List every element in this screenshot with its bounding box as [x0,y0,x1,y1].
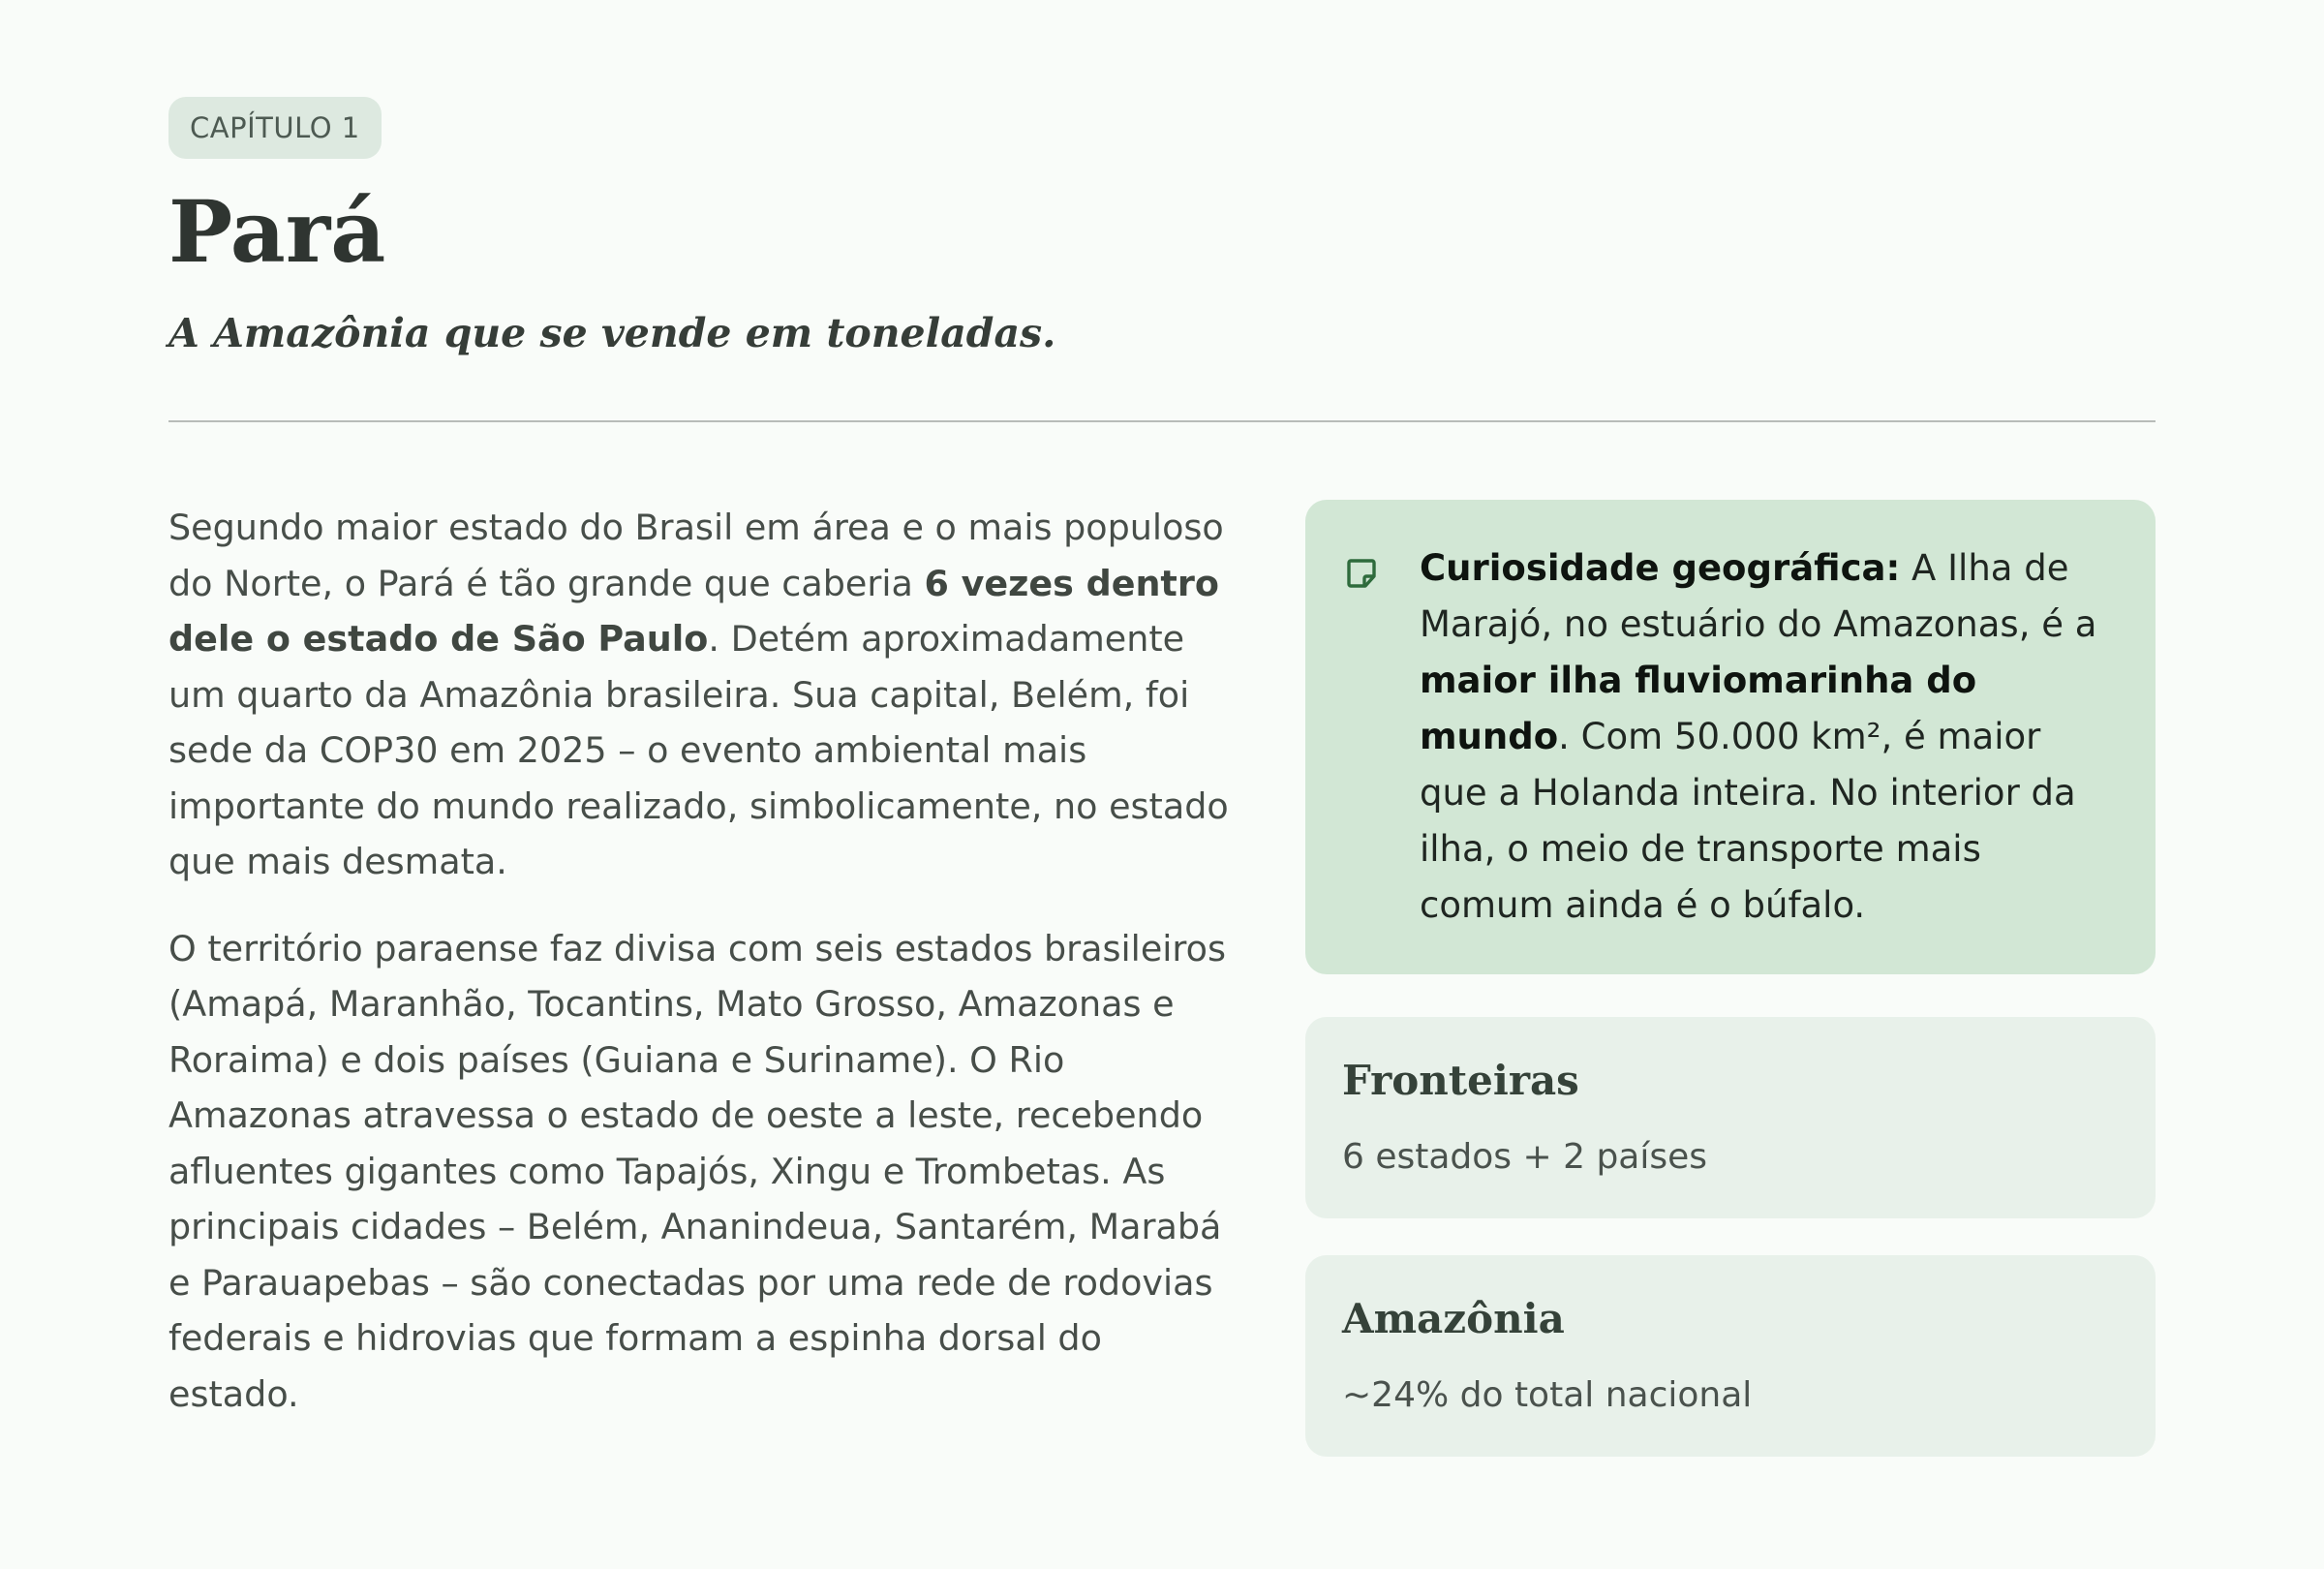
stat-title: Amazônia [1342,1295,1565,1342]
paragraph-intro-text-a: Segundo maior estado do Brasil em área e o mais populoso do Norte, o Pará é tão grande que caberia [168,507,1224,604]
page-title: Pará [168,181,386,282]
paragraph-territory: O território paraense faz divisa com seis estados brasileiros (Amapá, Maranhão, Tocantins, Mato Grosso, Amazonas e Roraima) e dois países (Guiana e Suriname). O Rio Amazonas atravessa o estado de oeste a leste, recebendo afluentes gigantes como Tapajós, Xingu e Trombetas. As principais cidades – Belém, Ananindeua, Santarém, Marabá e Parauapebas – são conectadas por uma rede de rodovias federais e hidrovias que formam a espinha dorsal do estado. [168,927,1226,1415]
main-text-column [168,500,1234,1457]
fact-highlight: maior ilha fluviomarinha do mundo [1420,660,1977,757]
paragraph-intro-highlight: 6 vezes dentro dele o estado de São Paulo [168,562,1219,660]
fact-text-c: . Com 50.000 km², é maior que a Holanda inteira. No interior da ilha, o meio de transporte mais comum ainda é o búfalo. [1420,716,2076,926]
stat-card-fronteiras [1305,1017,2156,1218]
paragraph-intro [168,500,1234,890]
sidebar-column [1305,500,2156,1457]
note-icon [1344,556,1379,591]
chapter-badge: CAPÍTULO 1 [168,97,382,159]
fact-text-a: A Ilha de Marajó, no estuário do Amazonas, é a [1420,547,2097,645]
fact-label: Curiosidade geográfica: [1420,547,1901,589]
content-area [168,500,2156,1457]
stat-value: 6 estados + 2 países [1342,1137,1708,1177]
stat-title: Fronteiras [1342,1057,1579,1104]
paragraph-intro-text-c: . Detém aproximadamente um quarto da Amazônia brasileira. Sua capital, Belém, foi sede da COP30 em 2025 – o evento ambiental mais importante do mundo realizado, simbolicamente, no estado que mais desmata. [168,618,1229,882]
stat-value: ~24% do total nacional [1342,1375,1753,1415]
fact-callout [1305,500,2156,974]
page-subtitle: A Amazônia que se vende em toneladas. [168,310,1056,356]
stat-card-amazonia [1305,1255,2156,1457]
section-divider [168,420,2156,422]
